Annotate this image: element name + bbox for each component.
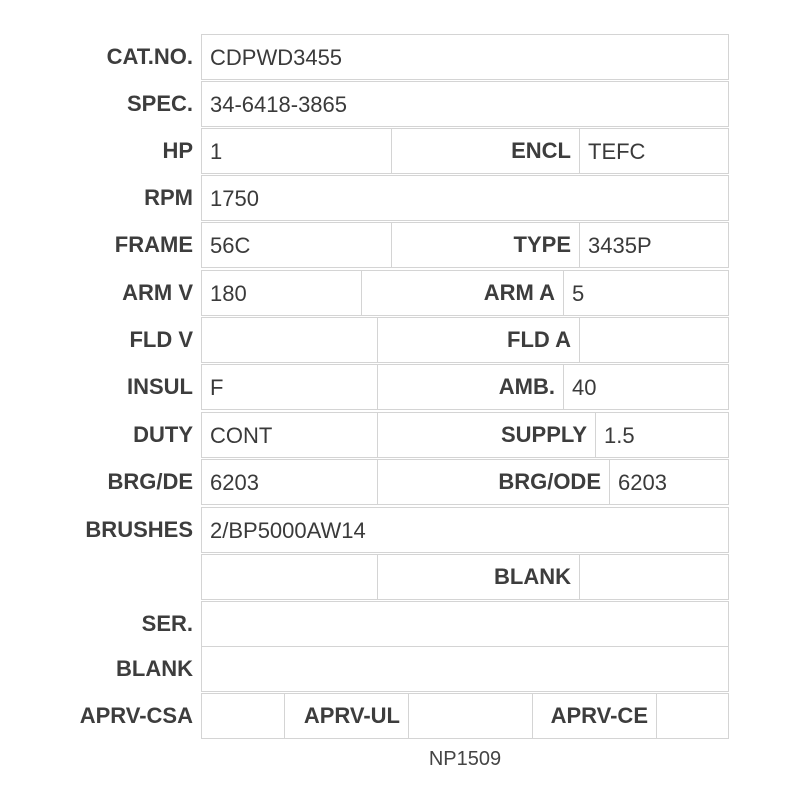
value-ser [201,601,729,647]
label-blank-1: BLANK [494,564,571,589]
label-blank-2: BLANK [116,656,193,681]
row-brushes [0,507,800,553]
value-amb: 40 [563,364,729,410]
row-rpm [0,175,800,221]
label-encl: ENCL [511,138,571,163]
value-hp: 1 [201,128,392,174]
value-aprv-ce [656,693,729,739]
label-supply: SUPPLY [500,422,587,447]
label-duty: DUTY [133,422,193,447]
value-arm-a: 5 [563,270,729,316]
value-fld-a [579,317,729,363]
label-spec: SPEC. [126,91,193,116]
value-blank-2 [201,646,729,692]
row-ser [0,601,800,647]
value-rpm: 1750 [201,175,729,221]
value-encl: TEFC [579,128,729,174]
label-arm-v: ARM V [122,280,193,305]
label-insul: INSUL [127,374,193,399]
value-duty: CONT [201,412,378,458]
value-brg-de: 6203 [201,459,378,505]
label-aprv-ul: APRV-UL [303,703,400,728]
value-frame: 56C [201,222,392,268]
label-aprv-ce: APRV-CE [550,703,648,728]
label-ser: SER. [141,611,193,636]
row-cat-no [0,34,800,80]
label-cat-no: CAT.NO. [106,44,193,69]
row-hp [0,128,800,174]
label-amb: AMB. [498,374,555,399]
value-fld-v [201,317,378,363]
value-insul: F [201,364,378,410]
label-frame: FRAME [114,232,193,257]
row-aprv [0,693,800,739]
row-insul [0,364,800,410]
value-spec: 34-6418-3865 [201,81,729,127]
value-supply: 1.5 [595,412,729,458]
row-brg [0,459,800,505]
row-arm [0,270,800,316]
label-fld-a: FLD A [507,327,571,352]
value-blank-1-left [201,554,378,600]
value-brg-ode: 6203 [609,459,729,505]
value-brushes: 2/BP5000AW14 [201,507,729,553]
row-blank-2 [0,646,800,692]
label-fld-v: FLD V [129,327,193,352]
row-duty [0,412,800,458]
label-brg-de: BRG/DE [107,469,193,494]
label-brushes: BRUSHES [85,517,193,542]
label-hp: HP [162,138,193,163]
value-type: 3435P [579,222,729,268]
value-aprv-csa [201,693,285,739]
label-blank-1-left [0,554,193,600]
value-cat-no: CDPWD3455 [201,34,729,80]
row-blank-1 [0,554,800,600]
value-blank-1 [579,554,729,600]
label-brg-ode: BRG/ODE [498,469,601,494]
value-arm-v: 180 [201,270,362,316]
row-fld [0,317,800,363]
label-rpm: RPM [144,185,193,210]
nameplate-code: NP1509 [428,748,502,770]
label-arm-a: ARM A [483,280,555,305]
row-frame [0,222,800,268]
value-aprv-ul [408,693,533,739]
label-type: TYPE [513,232,571,257]
row-spec [0,81,800,127]
label-aprv-csa: APRV-CSA [79,703,193,728]
